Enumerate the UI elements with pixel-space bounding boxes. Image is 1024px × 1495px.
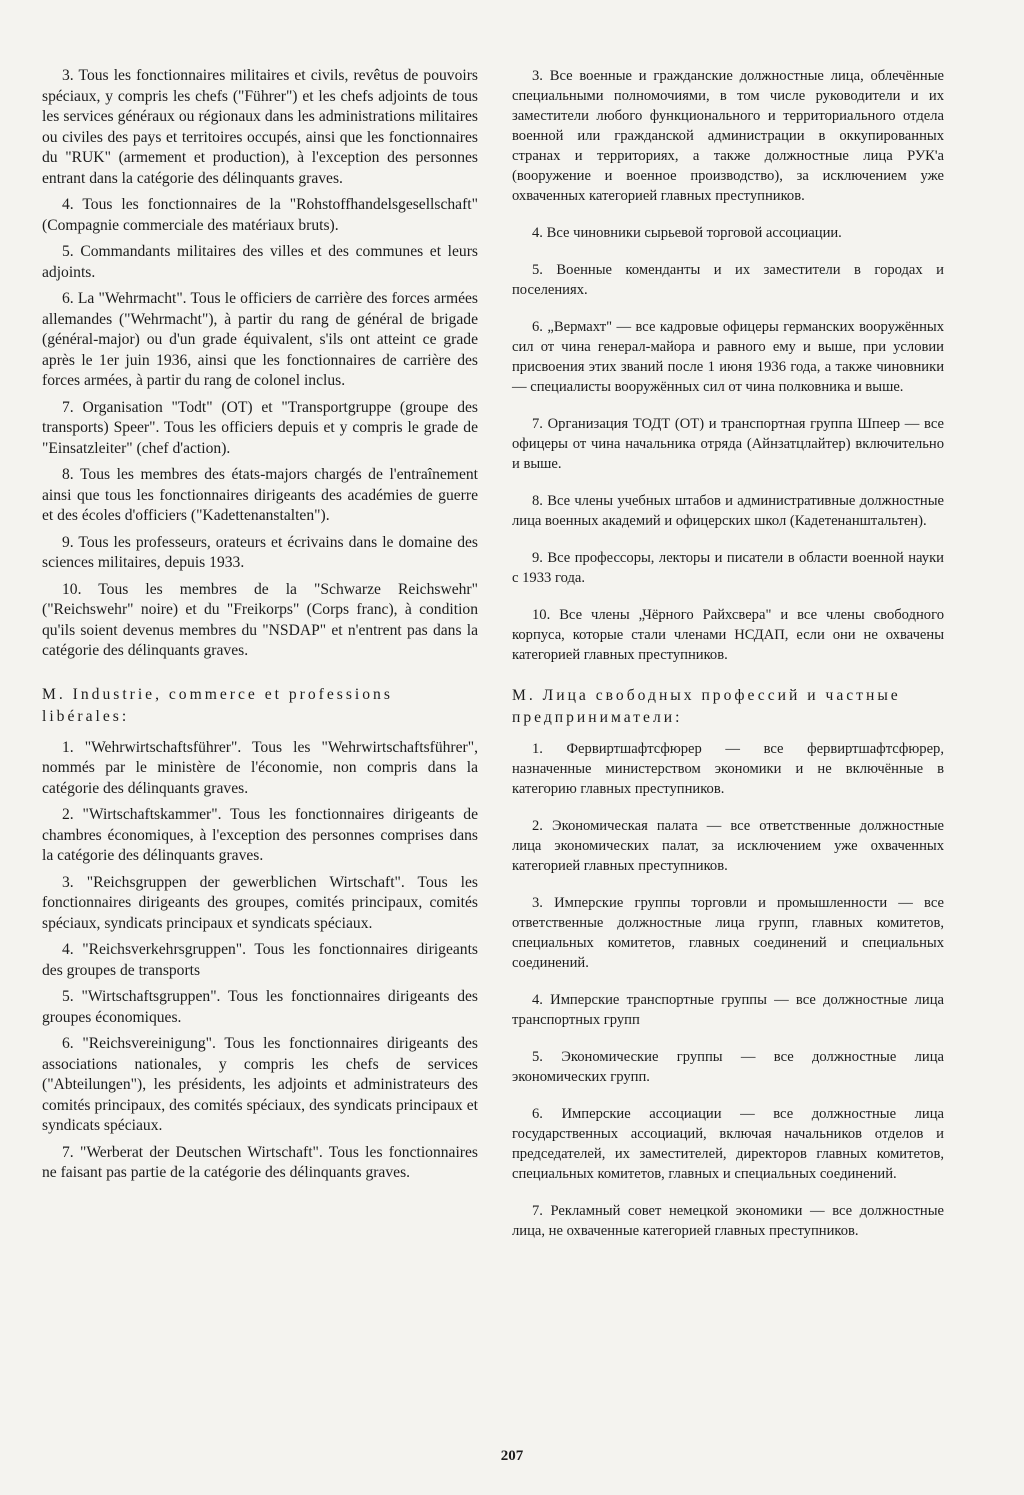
section-heading: M. Industrie, commerce et professions libérales: [42, 685, 393, 725]
paragraph: 6. La "Wehrmacht". Tous le officiers de carrière des forces armées allemandes ("Wehrmacht"), à partir du rang de général de brigade (général-major) ou d'un grade équivalent, s'ils ont atteint ce grade après le 1er juin 1936, ainsi que les fonctionnaires de carrière des forces armées, à partir du rang de colonel inclus. [42, 290, 478, 389]
paragraph: 7. Рекламный совет немецкой экономики — все должностные лица, не охваченные категорией главных преступников. [512, 1203, 944, 1239]
paragraph: 7. Организация ТОДТ (ОТ) и транспортная группа Шпеер — все офицеры от чина начальника отряда (Айнзатцлайтер) включительно и выше. [512, 416, 944, 472]
paragraph: 8. Tous les membres des états-majors chargés de l'entraînement ainsi que tous les fonctionnaires dirigeants des académies de guerre et des écoles d'officiers ("Kadettenanstalten"). [42, 466, 478, 524]
paragraph: 4. Имперские транспортные группы — все должностные лица транспортных групп [512, 992, 944, 1028]
page-number: 207 [500, 1448, 524, 1464]
paragraph: 8. Все члены учебных штабов и административные должностные лица военных академий и офицерских школ (Кадетенанштальтен). [512, 493, 944, 529]
paragraph: 5. Военные коменданты и их заместители в городах и поселениях. [512, 262, 944, 298]
paragraph: 5. "Wirtschaftsgruppen". Tous les fonctionnaires dirigeants des groupes économiques. [42, 988, 478, 1026]
paragraph: 4. "Reichsverkehrsgruppen". Tous les fonctionnaires dirigeants des groupes de transports [42, 941, 478, 979]
paragraph: 10. Tous les membres de la "Schwarze Reichswehr" ("Reichswehr" noire) et du "Freikorps" (Corps franc), à condition qu'ils soient devenus membres du "NSDAP" et n'entrent pas dans la catégorie des délinquants graves. [42, 580, 478, 659]
paragraph: 3. "Reichsgruppen der gewerblichen Wirtschaft". Tous les fonctionnaires dirigeants des groupes, comités principaux, comités spéciaux, syndicats principaux et syndicats spéciaux. [42, 873, 478, 932]
paragraph: 5. Commandants militaires des villes et des communes et leurs adjoints. [42, 243, 478, 281]
russian-column [512, 66, 944, 1258]
paragraph: 2. Экономическая палата — все ответственные должностные лица экономических палат, за исключением уже охваченных категорией главных преступников. [512, 818, 944, 874]
paragraph: 7. "Werberat der Deutschen Wirtschaft". Tous les fonctionnaires ne faisant pas partie de la catégorie des délinquants graves. [42, 1143, 478, 1181]
paragraph: 3. Имперские группы торговли и промышленности — все ответственные должностные лица групп, главных комитетов, специальных комитетов, главных соединений и специальных соединений. [512, 895, 944, 971]
paragraph: 9. Tous les professeurs, orateurs et écrivains dans le domaine des sciences militaires, depuis 1933. [42, 533, 478, 571]
paragraph: 4. Все чиновники сырьевой торговой ассоциации. [532, 225, 842, 241]
paragraph: 6. „Вермахт" — все кадровые офицеры германских вооружённых сил от чина генерал-майора и равного ему и выше, при условии присвоения этих званий после 1 июня 1936 года, а также чиновники — специалисты вооружённых сил от чина полковника и выше. [512, 319, 944, 395]
paragraph: 4. Tous les fonctionnaires de la "Rohstoffhandelsgesellschaft" (Compagnie commerciale des matériaux bruts). [42, 196, 478, 234]
paragraph: 3. Все военные и гражданские должностные лица, облечённые специальными полномочиями, в том числе руководители и их заместители любого функционального и территориального отдела военной или гражданской администрации в оккупированных странах и территориях, а также должностные лица РУК'а (вооружение и военное производство), за исключением уже охваченных категорией главных преступников. [512, 68, 944, 204]
paragraph: 1. Фервиртшафтсфюрер — все фервиртшафтсфюрер, назначенные министерством экономики и не включённые в категорию главных преступников. [512, 741, 944, 797]
paragraph: 6. "Reichsvereinigung". Tous les fonctionnaires dirigeants des associations nationales, y compris les chefs de services ("Abteilungen"), les présidents, les adjoints et administrateurs des comités principaux, des comités spéciaux, des syndicats principaux et syndicats spéciaux. [42, 1035, 478, 1134]
paragraph: 10. Все члены „Чёрного Райхсвера" и все члены свободного корпуса, которые стали членами НСДАП, если они не охвачены категорией главных преступников. [512, 607, 944, 663]
paragraph: 6. Имперские ассоциации — все должностные лица государственных ассоциаций, включая начальников отделов и председателей, их заместителей, директоров главных комитетов, специальных комитетов, главных и специальных соединений. [512, 1106, 944, 1182]
paragraph: 2. "Wirtschaftskammer". Tous les fonctionnaires dirigeants de chambres économiques, à l'exception des personnes comprises dans la catégorie des délinquants graves. [42, 806, 478, 864]
section-heading: M. Лица свободных профессий и частные предприниматели: [512, 687, 901, 726]
paragraph: 9. Все профессоры, лекторы и писатели в области военной науки с 1933 года. [512, 550, 944, 586]
french-column [42, 66, 478, 1190]
paragraph: 3. Tous les fonctionnaires militaires et civils, revêtus de pouvoirs spéciaux, y compris les chefs ("Führer") et les chefs adjoints de tous les services généraux ou régionaux dans les administrations militaires ou civiles des pays et territoires occupés, ainsi que les fonctionnaires du "RUK" (armement et production), à l'exception des personnes entrant dans la catégorie des délinquants graves. [42, 67, 478, 187]
paragraph: 5. Экономические группы — все должностные лица экономических групп. [512, 1049, 944, 1085]
paragraph: 1. "Wehrwirtschaftsführer". Tous les "Wehrwirtschaftsführer", nommés par le ministère de l'économie, non compris dans la catégorie des délinquants graves. [42, 738, 478, 797]
paragraph: 7. Organisation "Todt" (OT) et "Transportgruppe (groupe des transports) Speer". Tous les officiers depuis et y compris le grade de "Einsatzleiter" (chef d'action). [42, 398, 478, 457]
